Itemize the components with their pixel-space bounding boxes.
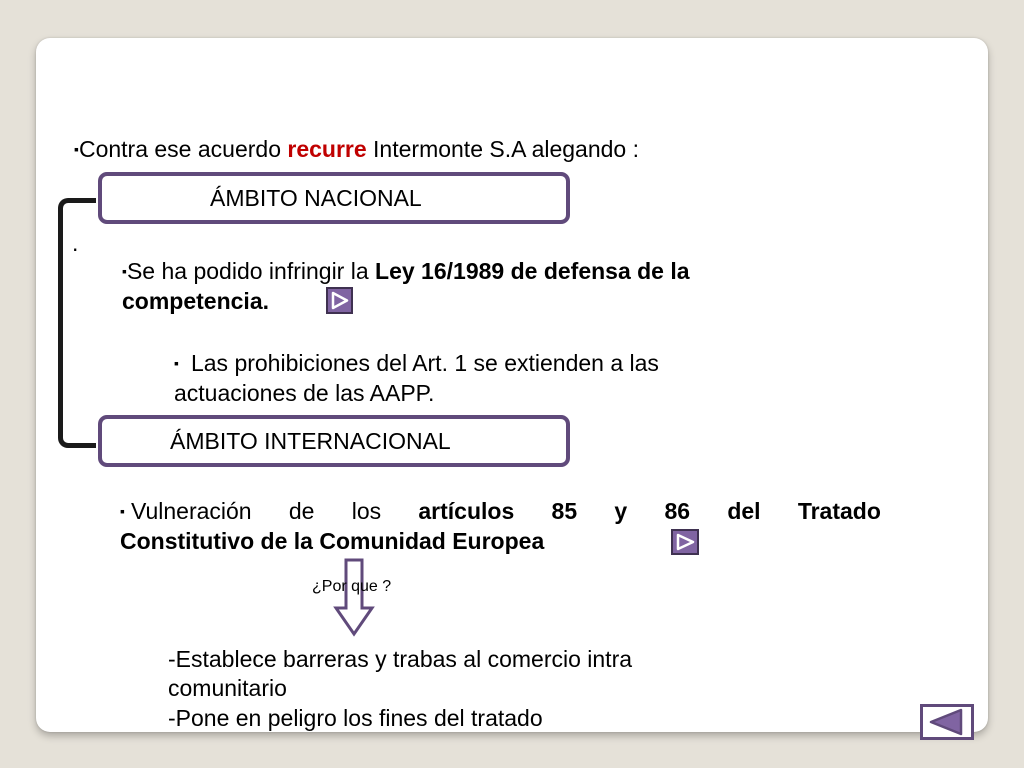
play-arrow-icon: [673, 531, 697, 553]
ambito-nacional-label: ÁMBITO NACIONAL: [210, 184, 422, 211]
reason-line-3: -Pone en peligro los fines del tratado: [168, 705, 543, 731]
sub-point-line1: [174, 348, 659, 378]
back-nav-button[interactable]: [920, 704, 974, 740]
nacional-plain-text: Se ha podido infringir la: [126, 258, 376, 284]
intl-bold-word: y: [614, 498, 628, 524]
nacional-law-text: Ley 16/1989 de defensa de la: [375, 258, 690, 284]
intl-word: de: [288, 498, 315, 524]
sub-point-line2: actuaciones de las AAPP.: [174, 380, 435, 406]
intl-bold-word: del: [727, 498, 761, 524]
por-que-label: ¿Por que ?: [312, 578, 392, 595]
ambito-nacional-box: [98, 172, 570, 224]
nacional-point-line1: [122, 256, 690, 286]
back-arrow-icon: [923, 707, 971, 737]
play-arrow-icon: [328, 289, 351, 312]
reason-line-2: comunitario: [168, 675, 287, 701]
nacional-point-line2: competencia.: [122, 288, 269, 314]
intro-text-before: Contra ese acuerdo: [78, 136, 288, 162]
intro-line: [74, 134, 639, 164]
sub-point-text1: Las prohibiciones del Art. 1 se extienden a las: [190, 350, 659, 376]
intl-bold-word: Tratado: [797, 498, 881, 524]
intl-bullet-word: [120, 496, 252, 526]
internacional-point-line2: [120, 526, 881, 556]
reason-line-1: -Establece barreras y trabas al comercio intra: [168, 646, 633, 672]
sub-point-bullet: ▪: [174, 355, 179, 371]
intro-bullet: ▪: [74, 141, 79, 157]
intl-bold-word: 86: [664, 498, 691, 524]
intl-word: Vulneración: [130, 498, 252, 524]
forward-nav-button-internacional[interactable]: [671, 529, 699, 555]
intl-bold-word: 85: [551, 498, 578, 524]
internacional-point: [120, 496, 881, 556]
ambito-internacional-box: [98, 415, 570, 467]
down-arrow-icon: [333, 558, 375, 638]
intl-treaty-text: Constitutivo de la Comunidad Europea: [120, 528, 545, 554]
intl-bold-word: artículos: [418, 498, 515, 524]
forward-nav-button-nacional[interactable]: [326, 287, 353, 314]
intro-highlight: recurre: [287, 136, 367, 162]
intro-text-after: Intermonte S.A alegando :: [366, 136, 640, 162]
nacional-bullet: ▪: [122, 263, 127, 279]
stray-dot: .: [72, 230, 79, 256]
ambito-internacional-label: ÁMBITO INTERNACIONAL: [170, 427, 451, 454]
internacional-point-line1: [120, 496, 881, 526]
intl-bullet: ▪: [120, 503, 125, 519]
intl-word: los: [351, 498, 382, 524]
